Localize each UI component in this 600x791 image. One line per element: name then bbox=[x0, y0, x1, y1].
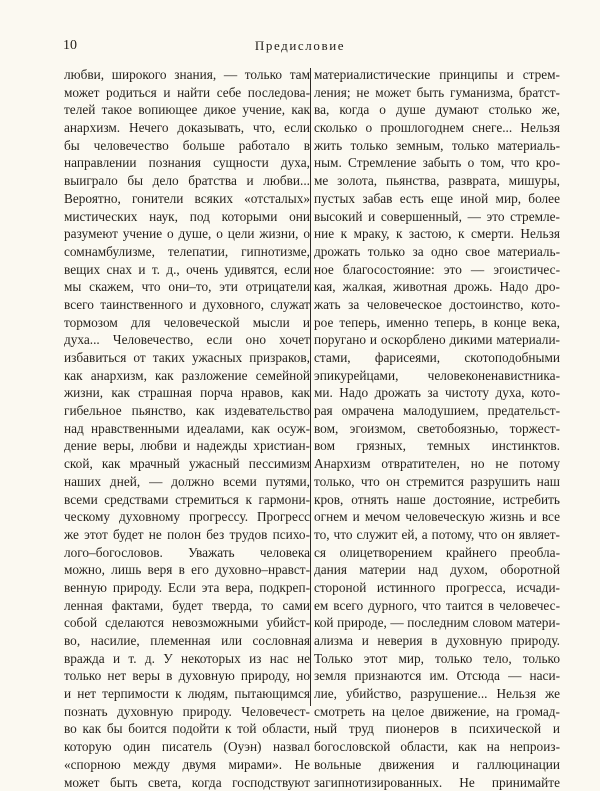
text-line: мы скажем, что они–то, эти отрицатели bbox=[64, 278, 310, 296]
text-line: пустых забав есть еще иной мир, более bbox=[314, 190, 560, 208]
text-line: бы человечество больше работало в bbox=[64, 137, 310, 155]
text-line: кров, отнять наше достояние, истребить bbox=[314, 491, 560, 509]
text-line: венную природу. Если эта вера, подкреп- bbox=[64, 579, 310, 597]
text-line: любви, широкого знания, — только там bbox=[64, 66, 310, 84]
text-line: анархизм. Нечего доказывать, что, если bbox=[64, 119, 310, 137]
text-line: всего таинственного и духовного, служат bbox=[64, 296, 310, 314]
text-line: дания материи над духом, оборотной bbox=[314, 561, 560, 579]
column-divider-rule bbox=[310, 68, 311, 706]
text-line: ся олицетворением крайнего преобла- bbox=[314, 544, 560, 562]
page-number: 10 bbox=[63, 38, 77, 54]
text-line: направлении познания сущности духа, bbox=[64, 154, 310, 172]
text-line: стами, фарисеями, скотоподобными bbox=[314, 349, 560, 367]
text-line: и нет терпимости к людям, пытающимся bbox=[64, 685, 310, 703]
text-line: сколько о прошлогоднем снеге... Нельзя bbox=[314, 119, 560, 137]
text-line: может быть света, когда господствуют bbox=[64, 774, 310, 791]
text-line: жизни, как страшная порча нравов, как bbox=[64, 384, 310, 402]
text-line: которую один писатель (Оуэн) назвал bbox=[64, 738, 310, 756]
text-line: «спорною между двумя мирами». Не bbox=[64, 756, 310, 774]
right-column bbox=[314, 66, 560, 791]
text-line: телей такое вопиющее дикое учение, как bbox=[64, 101, 310, 119]
text-line: высокий и совершенный, — это стремле- bbox=[314, 208, 560, 226]
text-line: Вероятно, гонители всяких «отсталых» bbox=[64, 190, 310, 208]
text-line: наших дней, — должно всеми путями, bbox=[64, 473, 310, 491]
text-line: лие, убийство, разрушение... Нельзя же bbox=[314, 685, 560, 703]
text-line: вещих снах и т. д., очень удивятся, если bbox=[64, 261, 310, 279]
text-line: ческому духовному прогрессу. Прогресс bbox=[64, 508, 310, 526]
text-line: гибельное пьянство, как издевательство bbox=[64, 402, 310, 420]
text-line: дение веры, любви и надежды христиан- bbox=[64, 437, 310, 455]
text-line: над нравственными идеалами, как осуж- bbox=[64, 420, 310, 438]
text-line: земля признаются им. Отсюда — наси- bbox=[314, 667, 560, 685]
text-line: кой природе, — последним словом матери- bbox=[314, 614, 560, 632]
text-line: ное благосостояние: это — эгоистичес- bbox=[314, 261, 560, 279]
text-line: ской, как мрачный ужасный пессимизм bbox=[64, 455, 310, 473]
text-line: жать за человеческое достоинство, кото- bbox=[314, 296, 560, 314]
text-line: поругано и оскорблено дикими материали- bbox=[314, 331, 560, 349]
text-line: богословской области, как на непроиз- bbox=[314, 738, 560, 756]
text-line: эпикурейцами, человеконенавистника- bbox=[314, 367, 560, 385]
text-line: духа... Человечество, если оно хочет bbox=[64, 331, 310, 349]
text-line: то, что служит ей, а потому, что он являет- bbox=[314, 526, 560, 544]
text-line: жить только земным, только материаль- bbox=[314, 137, 560, 155]
text-line: можно, лишь веря в его духовно–нравст- bbox=[64, 561, 310, 579]
text-line: лого–богословов. Уважать человека bbox=[64, 544, 310, 562]
text-line: ми. Надо дрожать за чистоту духа, кото- bbox=[314, 384, 560, 402]
text-line: мистических наук, под которыми они bbox=[64, 208, 310, 226]
text-line: ный труд пионеров в психической и bbox=[314, 720, 560, 738]
text-line: ленная фактами, будет тверда, то сами bbox=[64, 597, 310, 615]
text-line: разумеют учение о душе, о цели жизни, о bbox=[64, 225, 310, 243]
text-line: рое теперь, именно теперь, в конце века, bbox=[314, 314, 560, 332]
text-line: во, насилие, племенная или сословная bbox=[64, 632, 310, 650]
text-line: ме золота, пьянства, разврата, мишуры, bbox=[314, 172, 560, 190]
text-line: вом грязных, темных инстинктов. bbox=[314, 437, 560, 455]
text-line: вольные движения и галлюцинации bbox=[314, 756, 560, 774]
left-column bbox=[64, 66, 310, 791]
text-line: как анархизм, как разложение семейной bbox=[64, 367, 310, 385]
text-line: ем всего дурного, что таится в человечес- bbox=[314, 597, 560, 615]
text-line: только, что он стремится разрушить наш bbox=[314, 473, 560, 491]
text-line: вом, эгоизмом, светобоязнью, торжест- bbox=[314, 420, 560, 438]
running-title: Предисловие bbox=[0, 38, 600, 54]
text-line: вражда и т. д. У некоторых из нас не bbox=[64, 650, 310, 668]
text-line: смотреть на целое движение, на громад- bbox=[314, 703, 560, 721]
text-line: тормозом для человеческой мысли и bbox=[64, 314, 310, 332]
text-line: ления; не может быть гуманизма, братст- bbox=[314, 84, 560, 102]
text-line: всеми средствами стремиться к гармони- bbox=[64, 491, 310, 509]
text-line: материалистические принципы и стрем- bbox=[314, 66, 560, 84]
text-line: рая омрачена малодушием, предательст- bbox=[314, 402, 560, 420]
text-line: познать духовную природу. Человечест- bbox=[64, 703, 310, 721]
text-line: сомнамбулизме, телепатии, гипнотизме, bbox=[64, 243, 310, 261]
text-line: только нет веры в духовную природу, но bbox=[64, 667, 310, 685]
text-line: стороной истинного прогресса, исчади- bbox=[314, 579, 560, 597]
text-line: избавиться от таких ужасных призраков, bbox=[64, 349, 310, 367]
text-line: во как бы боится подойти к той области, bbox=[64, 720, 310, 738]
text-line: ние к мраку, к застою, к смерти. Нельзя bbox=[314, 225, 560, 243]
text-line: может родиться и найти себе последова- bbox=[64, 84, 310, 102]
text-line: дрожать только за одно свое материаль- bbox=[314, 243, 560, 261]
text-line: загипнотизированных. Не принимайте bbox=[314, 774, 560, 791]
text-line: кая, жалкая, животная дрожь. Надо дро- bbox=[314, 278, 560, 296]
text-line: же этот будет не полон без трудов психо- bbox=[64, 526, 310, 544]
text-line: выиграло бы дело братства и любви... bbox=[64, 172, 310, 190]
text-line: Только этот мир, только тело, только bbox=[314, 650, 560, 668]
text-line: Анархизм отвратителен, но не потому bbox=[314, 455, 560, 473]
text-line: собой сделаются невозможными убийст- bbox=[64, 614, 310, 632]
text-line: ализма и неверия в духовную природу. bbox=[314, 632, 560, 650]
text-line: ным. Стремление забыть о том, что кро- bbox=[314, 154, 560, 172]
text-line: ва, когда о душе думают столько же, bbox=[314, 101, 560, 119]
text-line: огнем и мечом человеческую жизнь и все bbox=[314, 508, 560, 526]
